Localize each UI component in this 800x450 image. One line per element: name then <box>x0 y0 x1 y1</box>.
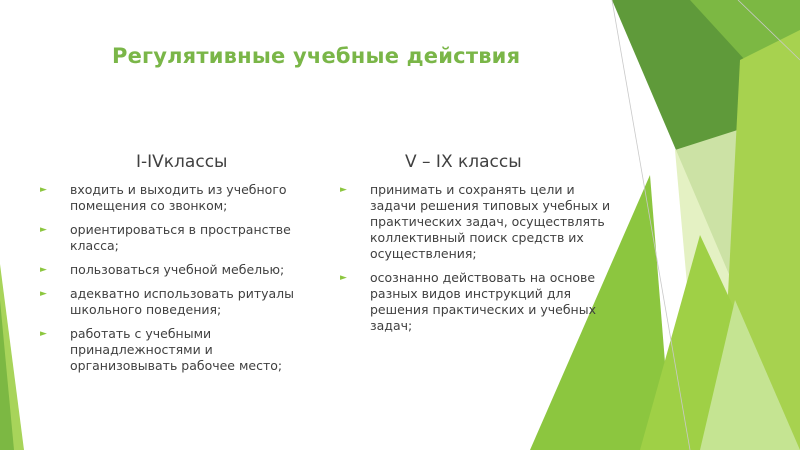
list-item-text: ориентироваться в пространстве класса; <box>70 222 291 253</box>
list-item-text: осознанно действовать на основе разных видов инструкций для решения практических и учебных задач; <box>370 270 596 333</box>
list-item-text: входить и выходить из учебного помещения со звонком; <box>70 182 287 213</box>
list-item <box>40 326 320 374</box>
arrow-right-icon: ► <box>340 185 347 195</box>
list-item-text: принимать и сохранять цели и задачи решения типовых учебных и практических задач, осуществлять коллективный поиск средств их осуществления; <box>370 182 611 261</box>
list-item <box>40 286 320 318</box>
list-item <box>40 262 320 278</box>
list-item <box>40 222 320 254</box>
list-item-text: работать с учебными принадлежностями и организовывать рабочее место; <box>70 326 283 373</box>
column-heading-grades-1-4: I-IVклассы <box>136 152 228 172</box>
arrow-right-icon: ► <box>40 225 47 235</box>
list-item <box>340 270 615 334</box>
list-item <box>340 182 615 262</box>
arrow-right-icon: ► <box>340 273 347 283</box>
bullet-list-grades-1-4 <box>40 182 320 382</box>
bullet-list-grades-5-9 <box>340 182 615 342</box>
slide-title: Регулятивные учебные действия <box>112 44 521 68</box>
arrow-right-icon: ► <box>40 289 47 299</box>
arrow-right-icon: ► <box>40 329 47 339</box>
arrow-right-icon: ► <box>40 265 47 275</box>
list-item-text: пользоваться учебной мебелью; <box>70 262 285 277</box>
list-item <box>40 182 320 214</box>
arrow-right-icon: ► <box>40 185 47 195</box>
list-item-text: адекватно использовать ритуалы школьного поведения; <box>70 286 295 317</box>
column-heading-grades-5-9: V – IX классы <box>405 152 522 172</box>
